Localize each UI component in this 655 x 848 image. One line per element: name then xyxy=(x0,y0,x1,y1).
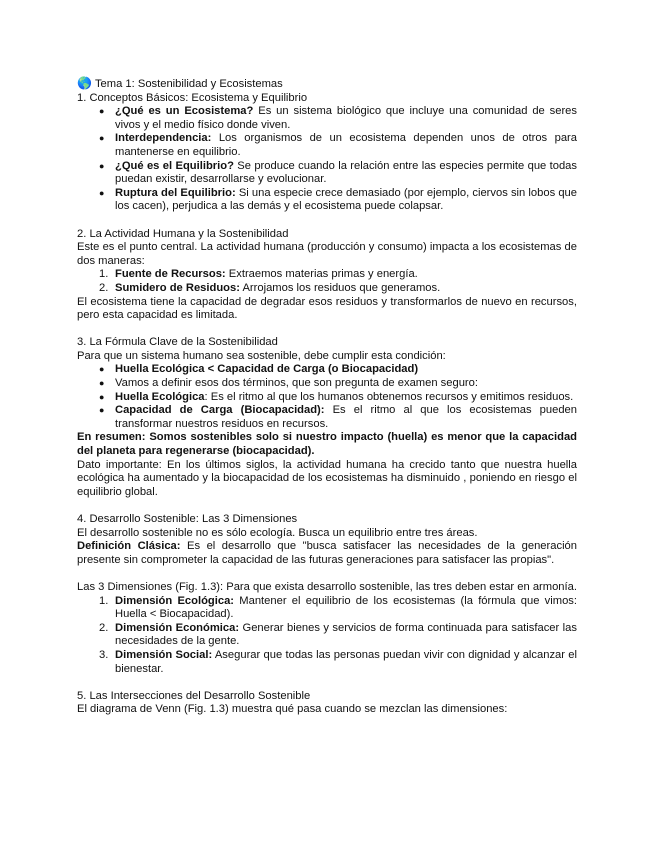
section-3-list xyxy=(99,363,577,431)
list-item: 1. Dimensión Ecológica: Mantener el equilibrio de los ecosistemas (la fórmula que vimos: Huella < Biocapacidad). xyxy=(99,594,577,621)
list-item: ● Ruptura del Equilibrio: Si una especie crece demasiado (por ejemplo, ciervos sin lobos que los cacen), perjudica a las demás y el ecosistema puede colapsar. xyxy=(99,187,577,214)
list-item: ● Huella Ecológica < Capacidad de Carga (o Biocapacidad) xyxy=(99,363,577,377)
section-4-intro: El desarrollo sostenible no es sólo ecología. Busca un equilibrio entre tres áreas. xyxy=(77,526,478,539)
section-3-heading: 3. La Fórmula Clave de la Sostenibilidad xyxy=(77,336,278,349)
section-3-intro: Para que un sistema humano sea sostenible, debe cumplir esta condición: xyxy=(77,349,446,362)
document-title: 🌎 Tema 1: Sostenibilidad y Ecosistemas xyxy=(77,76,283,90)
globe-icon: 🌎 xyxy=(77,76,92,90)
section-4-definition: Definición Clásica: Es el desarrollo que "busca satisfacer las necesidades de la generación presente sin comprometer la capacidad de las futuras generaciones para satisfacer las propias". xyxy=(77,540,578,566)
list-item: 2. Dimensión Económica: Generar bienes y servicios de forma continuada para satisfacer las necesidades de la gente. xyxy=(99,621,577,648)
section-5-intro: El diagrama de Venn (Fig. 1.3) muestra qué pasa cuando se mezclan las dimensiones: xyxy=(77,703,508,716)
list-item: ● Capacidad de Carga (Biocapacidad): Es el ritmo al que los ecosistemas pueden transformar nuestros residuos en recursos. xyxy=(99,404,577,431)
list-item: ● ¿Qué es el Equilibrio? Se produce cuando la relación entre las especies permite que todas puedan existir, desarrollarse y evolucionar. xyxy=(99,160,577,187)
list-item: ● Vamos a definir esos dos términos, que son pregunta de examen seguro: xyxy=(99,377,577,391)
section-3-note: Dato importante: En los últimos siglos, la actividad humana ha crecido tanto que nuestra huella ecológica ha aumentado y la biocapacidad de los ecosistemas ha disminuido , poniendo en riesgo el equilibrio global. xyxy=(77,458,577,498)
section-4-heading: 4. Desarrollo Sostenible: Las 3 Dimensiones xyxy=(77,513,298,525)
section-1-heading: 1. Conceptos Básicos: Ecosistema y Equilibrio xyxy=(77,91,308,104)
list-item: 3. Dimensión Social: Asegurar que todas las personas puedan vivir con dignidad y alcanzar el bienestar. xyxy=(99,648,577,675)
list-item: ● Interdependencia: Los organismos de un ecosistema dependen unos de otros para mantenerse en equilibrio. xyxy=(99,132,577,159)
section-2-outro: El ecosistema tiene la capacidad de degradar esos residuos y transformarlos de nuevo en recursos, pero esta capacidad es limitada. xyxy=(77,295,577,322)
section-2-intro: Este es el punto central. La actividad humana (producción y consumo) impacta a los ecosistemas de dos maneras: xyxy=(77,241,577,267)
section-4-dimensions-intro: Las 3 Dimensiones (Fig. 1.3): Para que exista desarrollo sostenible, las tres deben estar en armonía. xyxy=(77,580,577,593)
section-1-list xyxy=(99,105,577,214)
section-5-heading: 5. Las Intersecciones del Desarrollo Sostenible xyxy=(77,689,311,702)
document-page xyxy=(77,77,577,717)
section-3-summary: En resumen: Somos sostenibles solo si nuestro impacto (huella) es menor que la capacidad del planeta para regenerarse (biocapacidad). xyxy=(77,431,577,458)
list-item: 2. Sumidero de Residuos: Arrojamos los residuos que generamos. xyxy=(99,281,441,294)
section-2-heading: 2. La Actividad Humana y la Sostenibilidad xyxy=(77,227,289,240)
list-item: ● Huella Ecológica: Es el ritmo al que los humanos obtenemos recursos y emitimos residuos. xyxy=(99,391,577,405)
section-4-list xyxy=(99,595,577,677)
list-item: ● ¿Qué es un Ecosistema? Es un sistema biológico que incluye una comunidad de seres vivos y el medio físico donde viven. xyxy=(99,105,577,132)
section-2-list xyxy=(99,268,577,295)
list-item: 1. Fuente de Recursos: Extraemos materias primas y energía. xyxy=(99,268,418,281)
